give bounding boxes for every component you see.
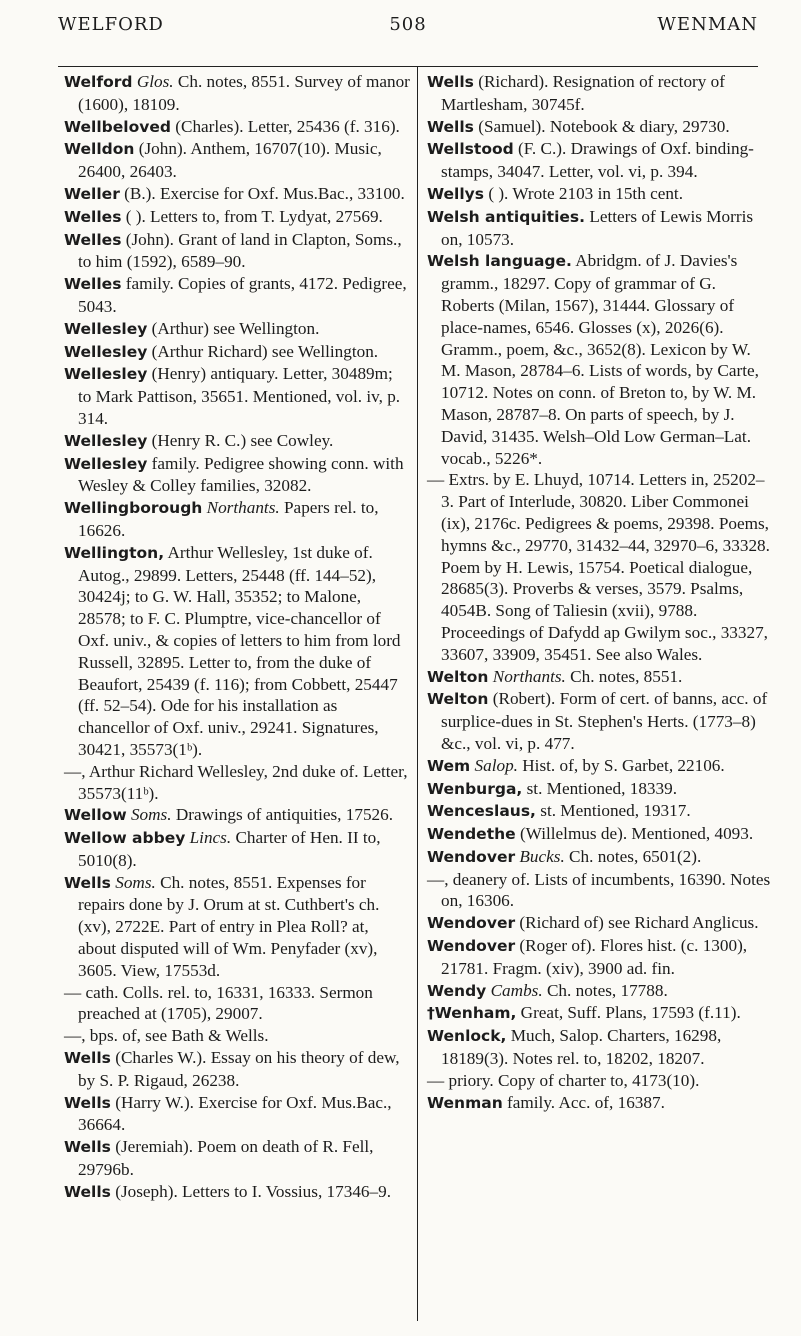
entry-text: (Willelmus de). Mentioned, 4093. [515,824,754,844]
entry-text: (Roger of). Flores hist. (c. 1300), 21781. Fragm. (xiv), 3900 ad. fin. [441,936,748,978]
entry-headword: Wellesley [64,454,148,473]
index-entry [427,469,773,665]
entry-headword: Welles [64,230,122,249]
index-entry [427,755,773,778]
index-entry [64,872,410,982]
entry-text: —, deanery of. Lists of incumbents, 16390. Notes on, 16306. [427,869,771,911]
index-entry [427,183,773,206]
entry-headword: Wem [427,756,471,775]
index-entry [64,116,410,139]
index-entry [64,827,410,872]
entry-headword: Wellington, [64,543,165,562]
entry-text: (Harry W.). Exercise for Oxf. Mus.Bac., 36664. [78,1092,392,1135]
index-entry [64,497,410,542]
index-entry [427,1025,773,1070]
entry-headword: Wendover [427,937,516,956]
entry-text: ( ). Wrote 2103 in 15th cent. [484,183,684,203]
entry-text: —, Arthur Richard Wellesley, 2nd duke of. Letter, 35573(11ᵇ). [64,761,408,803]
entry-text: (F. C.). Drawings of Oxf. binding-stamps, 34047. Letter, vol. vi, p. 394. [441,139,754,182]
entry-text: — cath. Colls. rel. to, 16331, 16333. Sermon preached at (1705), 29007. [64,982,373,1024]
entry-headword: Wells [64,1049,111,1068]
entry-text: (Henry) antiquary. Letter, 30489m; to Mark Pattison, 35651. Mentioned, vol. iv, p. 314. [78,364,401,428]
index-entry [427,206,773,251]
index-entry [64,1025,410,1047]
entry-headword: Welford [64,73,133,91]
running-header [58,14,758,40]
entry-headword: Welldon [64,140,135,159]
entry-text: Much, Salop. Charters, 16298, 18189(3). Notes rel. to, 18202, 18207. [441,1026,722,1069]
entry-place: Bucks. [519,846,565,866]
index-entry [64,318,410,341]
entry-headword: Wendy [427,981,487,1000]
running-head-right: WENMAN [657,14,758,35]
index-entry [64,982,410,1026]
entry-text: Abridgm. of J. Davies's gramm., 18297. Copy of grammar of G. Roberts (Milan, 1567), 31444. Glossary of place-names, 6546. Glosses (x), 2026(6). Gramm., poem, &c., 3652(8). Lexicon by W. M. Mason, 28784–6. Lists of words, by Carte, 10712. Notes on conn. of Breton to, by W. M. Mason, 28787–8. On parts of speech, by J. David, 31435. Welsh–Old Low German–Lat. vocab., 5226*. [441,251,759,468]
entry-text: (Robert). Form of cert. of banns, acc. of surplice-dues in St. Stephen's Herts. (1773–8) &c., vol. vi, p. 477. [441,689,768,753]
entry-headword: †Wenham, [427,1004,517,1023]
index-entry [427,1002,773,1025]
entry-text: Great, Suff. Plans, 17593 (f.11). [516,1003,741,1023]
running-head-left: WELFORD [58,14,164,35]
index-entry [64,206,410,229]
entry-text: (Richard). Resignation of rectory of Martlesham, 30745f. [441,72,725,114]
entry-text: family. Acc. of, 16387. [502,1092,665,1112]
entry-text: Letters of Lewis Morris on, 10573. [441,206,754,249]
entry-place: Glos. [136,72,174,91]
entry-headword: Wellesley [64,319,148,338]
entry-place: Northants. [492,666,566,686]
entry-headword: Wellesley [64,342,148,361]
index-entry [427,116,773,139]
entry-text: Ch. notes, 6501(2). [564,846,702,866]
entry-text: Ch. notes, 8551. Expenses for repairs done by J. Orum at st. Cuthbert's ch. (xv), 2722E. Part of entry in Plea Roll? at, about disputed will of Wm. Penyfader (xv), 3605. View, 17553d. [78,872,380,980]
index-entry [427,912,773,935]
index-entry [64,363,410,429]
entry-place: Soms. [115,872,156,892]
entry-headword: Welsh language. [427,252,572,271]
index-entry [64,1136,410,1181]
index-entry [64,1181,410,1204]
entry-text: Arthur Wellesley, 1st duke of. Autog., 29899. Letters, 25448 (ff. 144–52), 30424j; to G. W. Hall, 35352; to Malone, 28578; to F. C. Plumptre, vice-chancellor of Oxf. univ., & copies of letters to him from lord Russell, 32895. Letter to, from the duke of Beaufort, 25439 (f. 116); from Cobbett, 25447 (ff. 52–54). Ode for his installation as chancellor of Oxf. univ., 29241. Signatures, 30421, 35573(1ᵇ). [78,542,401,759]
entry-text: (Charles). Letter, 25436 (f. 316). [170,116,400,136]
entry-text: ( ). Letters to, from T. Lydyat, 27569. [121,206,383,226]
entry-headword: Wells [64,1093,111,1112]
index-entry [64,341,410,364]
entry-headword: Wenceslaus, [427,802,536,821]
entry-text: (B.). Exercise for Oxf. Mus.Bac., 33100. [119,183,405,203]
index-entry [64,542,410,761]
index-entry [427,846,773,869]
index-entry [64,71,410,116]
entry-headword: Wellow [64,806,127,825]
entry-text: family. Pedigree showing conn. with Wesley & Colley families, 32082. [78,453,404,496]
entry-text: Ch. notes, 8551. [565,666,683,686]
entry-headword: Wendethe [427,825,516,844]
index-entry [427,935,773,980]
entry-place: Cambs. [490,980,543,1000]
entry-headword: Wellbeloved [64,117,171,136]
entry-headword: Wellys [427,184,485,203]
index-entry [427,823,773,846]
entry-headword: Wells [427,73,474,91]
column-divider [417,66,418,1321]
entry-text: family. Copies of grants, 4172. Pedigree, 5043. [78,274,407,316]
entry-headword: Wenman [427,1093,503,1112]
index-entry [64,804,410,827]
entry-headword: Welles [64,207,122,226]
index-entry [427,800,773,823]
index-entry [427,666,773,689]
entry-text: (Arthur) see Wellington. [147,318,320,338]
entry-text: Ch. notes, 8551. Survey of manor (1600), 18109. [78,72,410,114]
entry-text: — priory. Copy of charter to, 4173(10). [427,1070,700,1090]
entry-text: (Arthur Richard) see Wellington. [147,341,379,361]
index-entry [427,1092,773,1115]
entry-text: Drawings of antiquities, 17526. [171,805,394,825]
index-entry [427,250,773,469]
entry-text: st. Mentioned, 18339. [522,778,677,798]
entry-headword: Welton [427,667,489,686]
entry-headword: Wendover [427,914,516,933]
page-number: 508 [389,14,427,35]
entry-headword: Wells [427,117,474,136]
entry-text: Papers rel. to, 16626. [78,498,379,540]
entry-headword: Wells [64,873,111,892]
index-entry [427,138,773,183]
index-entry [64,273,410,318]
entry-text: (Samuel). Notebook & diary, 29730. [473,116,730,136]
entry-headword: Welsh antiquities. [427,207,586,226]
entry-place: Northants. [206,498,280,518]
index-entry [64,761,410,805]
entry-text: (John). Anthem, 16707(10). Music, 26400, 26403. [78,139,382,182]
entry-headword: Welles [64,275,122,294]
index-entry [64,430,410,453]
entry-text: (Jeremiah). Poem on death of R. Fell, 29796b. [78,1137,374,1180]
entry-text: —, bps. of, see Bath & Wells. [64,1026,269,1046]
index-entry [427,869,773,913]
index-entry [64,1047,410,1092]
entry-headword: Wells [64,1182,111,1201]
entry-text: Charter of Hen. II to, 5010(8). [78,828,381,870]
entry-headword: Wellesley [64,365,148,384]
index-entry [427,71,773,116]
entry-headword: Wendover [427,847,516,866]
entry-headword: Wellow abbey [64,829,186,848]
entry-text: (John). Grant of land in Clapton, Soms., to him (1592), 6589–90. [78,229,402,272]
entry-text: st. Mentioned, 19317. [535,801,691,821]
index-entry [64,453,410,498]
entry-headword: Wells [64,1138,111,1157]
entry-place: Salop. [474,755,518,775]
entry-text: (Richard of) see Richard Anglicus. [515,913,759,933]
entry-headword: Wellesley [64,431,148,450]
right-column [427,71,773,1114]
left-column [64,71,410,1204]
entry-headword: Welton [427,690,489,709]
index-entry [64,138,410,183]
entry-text: (Henry R. C.) see Cowley. [147,430,334,450]
entry-headword: Wenlock, [427,1027,507,1046]
entry-headword: Wellingborough [64,499,203,518]
index-entry [427,1070,773,1092]
entry-headword: Wellstood [427,140,514,159]
entry-text: (Joseph). Letters to I. Vossius, 17346–9. [110,1181,392,1201]
index-entry [427,980,773,1003]
entry-headword: Weller [64,184,120,203]
entry-headword: Wenburga, [427,779,523,798]
index-entry [64,183,410,206]
index-entry [427,688,773,754]
header-rule [58,66,758,67]
entry-text: — Extrs. by E. Lhuyd, 10714. Letters in, 25202–3. Part of Interlude, 30820. Liber Commonei (ix), 2176c. Pedigrees & poems, 29398. Poems, hymns &c., 29770, 31432–44, 32970–6, 33328. Poem by H. Lewis, 15754. Poetical dialogue, 28685(3). Proverbs & verses, 3579. Psalms, 4054B. Song of Taliesin (xvii), 9788. Proceedings of Dafydd ap Gwilym soc., 33327, 33607, 33909, 35451. See also Wales. [427,470,770,664]
entry-text: Hist. of, by S. Garbet, 22106. [517,755,725,775]
index-entry [427,778,773,801]
entry-text: (Charles W.). Essay on his theory of dew, by S. P. Rigaud, 26238. [78,1048,400,1090]
index-entry [64,229,410,274]
entry-text: Ch. notes, 17788. [542,980,668,1000]
entry-place: Soms. [130,805,172,825]
entry-place: Lincs. [189,828,232,848]
index-entry [64,1092,410,1137]
